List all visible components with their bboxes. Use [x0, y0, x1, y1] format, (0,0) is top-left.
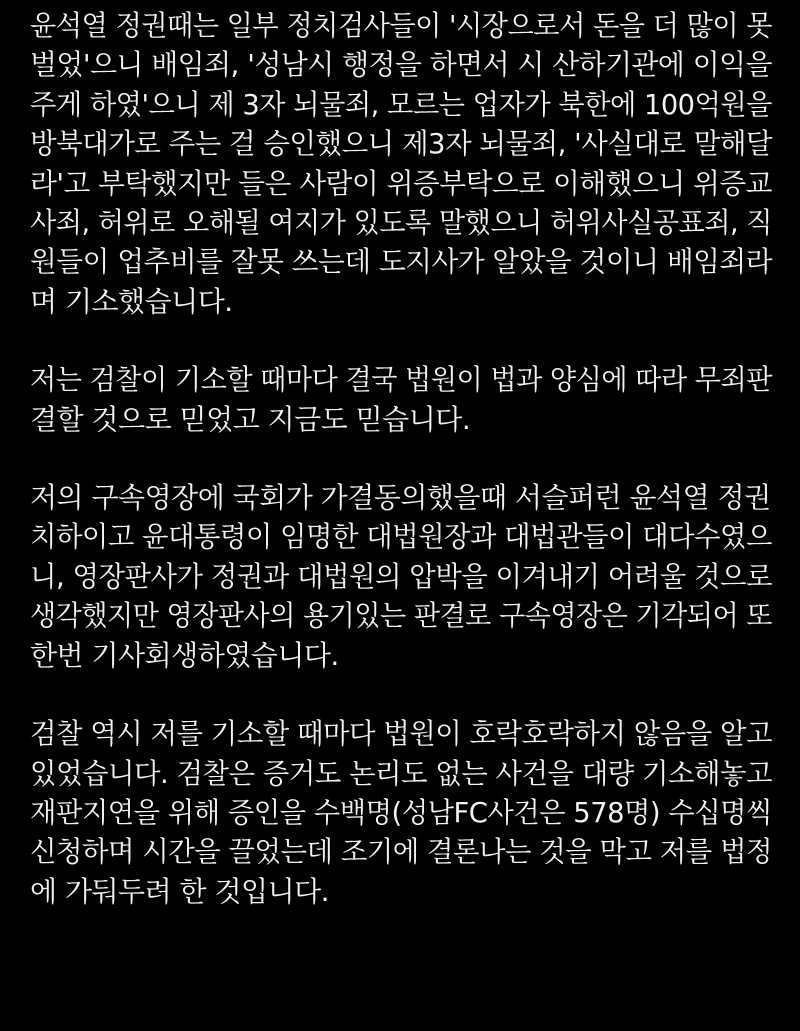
text-line: 사죄, 허위로 오해될 여지가 있도록 말했으니 허위사실공표죄, 직	[30, 206, 772, 240]
text-line: 결할 것으로 믿었고 지금도 믿습니다.	[30, 402, 471, 436]
text-line: 검찰 역시 저를 기소할 때마다 법원이 호락호락하지 않음을 알고	[30, 717, 773, 751]
paragraph-prosecution-charges	[30, 6, 772, 321]
paragraph-trial-delay	[30, 714, 772, 911]
text-line: 저는 검찰이 기소할 때마다 결국 법원이 법과 양심에 따라 무죄판	[30, 363, 772, 397]
text-line: 윤석열 정권때는 일부 정치검사들이 '시장으로서 돈을 더 많이 못	[30, 9, 773, 42]
text-line: 생각했지만 영장판사의 용기있는 판결로 구속영장은 기각되어 또	[30, 599, 772, 633]
text-line: 며 기소했습니다.	[30, 284, 233, 318]
text-line: 원들이 업추비를 잘못 쓰는데 도지사가 알았을 것이니 배임죄라	[30, 245, 773, 279]
paragraph-spacer	[30, 675, 772, 714]
text-line: 치하이고 윤대통령이 임명한 대법원장과 대법관들이 대다수였으	[30, 520, 772, 554]
text-line: 라'고 부탁했지만 들은 사람이 위증부탁으로 이해했으니 위증교	[30, 166, 773, 200]
text-line: 재판지연을 위해 증인을 수백명(성남FC사건은 578명) 수십명씩	[30, 795, 772, 829]
text-line: 있었습니다. 검찰은 증거도 논리도 없는 사건을 대량 기소해놓고	[30, 756, 773, 790]
paragraph-spacer	[30, 439, 772, 478]
paragraph-spacer	[30, 321, 772, 360]
text-line: 주게 하였'으니 제 3자 뇌물죄, 모르는 업자가 북한에 100억원을	[30, 87, 773, 121]
text-line: 신청하며 시간을 끌었는데 조기에 결론나는 것을 막고 저를 법정	[30, 835, 773, 869]
text-line: 저의 구속영장에 국회가 가결동의했을때 서슬퍼런 윤석열 정권	[30, 481, 771, 515]
text-line: 에 가둬두려 한 것입니다.	[30, 874, 330, 908]
text-line: 방북대가로 주는 걸 승인했으니 제3자 뇌물죄, '사실대로 말해달	[30, 127, 772, 161]
paragraph-arrest-warrant	[30, 478, 772, 675]
paragraph-trust-in-court	[30, 360, 772, 439]
text-line: 니, 영장판사가 정권과 대법원의 압박을 이겨내기 어려울 것으로	[30, 559, 773, 593]
text-line: 벌었'으니 배임죄, '성남시 행정을 하면서 시 산하기관에 이익을	[30, 48, 773, 82]
text-line: 한번 기사회생하였습니다.	[30, 638, 339, 672]
